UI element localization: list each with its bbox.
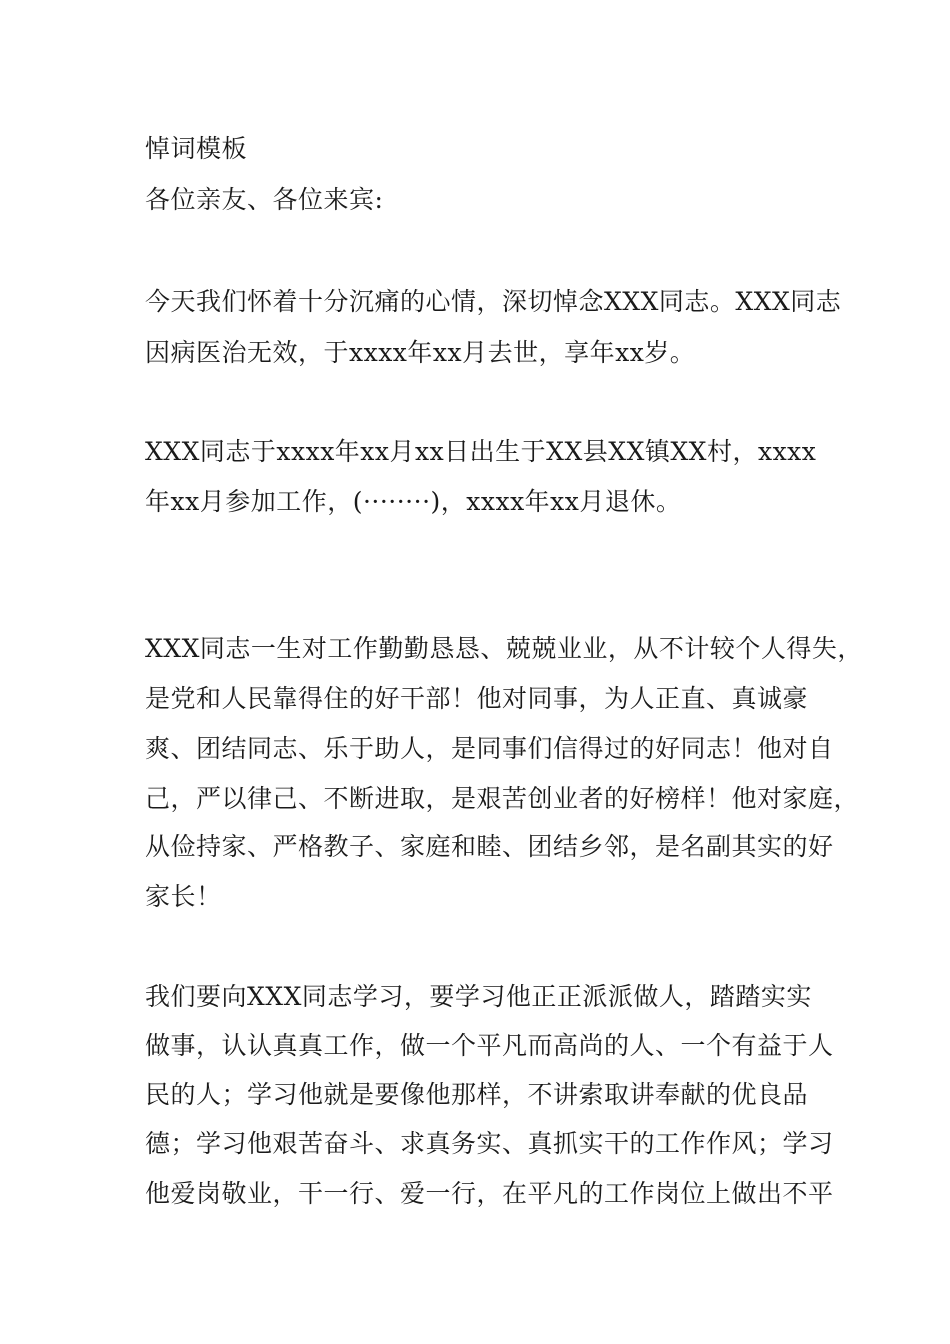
paragraph-3-line-6: 家长！ bbox=[145, 882, 222, 911]
paragraph-4-line-1: 我们要向XXX同志学习，要学习他正正派派做人，踏踏实实 bbox=[145, 982, 812, 1011]
paragraph-3-line-3: 爽、团结同志、乐于助人，是同事们信得过的好同志！他对自 bbox=[145, 734, 834, 763]
paragraph-1-line-2: 因病医治无效，于xxxx年xx月去世，享年xx岁。 bbox=[145, 338, 696, 367]
paragraph-2-line-1: XXX同志于xxxx年xx月xx日出生于XX县XX镇XX村，xxxx bbox=[145, 437, 817, 466]
paragraph-3-line-2: 是党和人民靠得住的好干部！他对同事，为人正直、真诚豪 bbox=[145, 684, 809, 713]
salutation: 各位亲友、各位来宾: bbox=[145, 185, 384, 214]
paragraph-1-line-1: 今天我们怀着十分沉痛的心情，深切悼念XXX同志。XXX同志 bbox=[145, 287, 842, 316]
paragraph-3-line-5: 从俭持家、严格教子、家庭和睦、团结乡邻，是名副其实的好 bbox=[145, 832, 834, 861]
paragraph-3-line-4: 己，严以律己、不断进取，是艰苦创业者的好榜样！他对家庭， bbox=[145, 784, 860, 813]
document-title: 悼词模板 bbox=[145, 134, 248, 163]
paragraph-4-line-4: 德；学习他艰苦奋斗、求真务实、真抓实干的工作作风；学习 bbox=[145, 1129, 834, 1158]
paragraph-4-line-3: 民的人；学习他就是要像他那样，不讲索取讲奉献的优良品 bbox=[145, 1080, 809, 1109]
paragraph-2-line-2: 年xx月参加工作，(········)，xxxx年xx月退休。 bbox=[145, 487, 682, 516]
paragraph-4-line-2: 做事，认认真真工作，做一个平凡而高尚的人、一个有益于人 bbox=[145, 1031, 834, 1060]
paragraph-4-line-5: 他爱岗敬业，干一行、爱一行，在平凡的工作岗位上做出不平 bbox=[145, 1179, 834, 1208]
paragraph-3-line-1: XXX同志一生对工作勤勤恳恳、兢兢业业，从不计较个人得失， bbox=[145, 634, 863, 663]
